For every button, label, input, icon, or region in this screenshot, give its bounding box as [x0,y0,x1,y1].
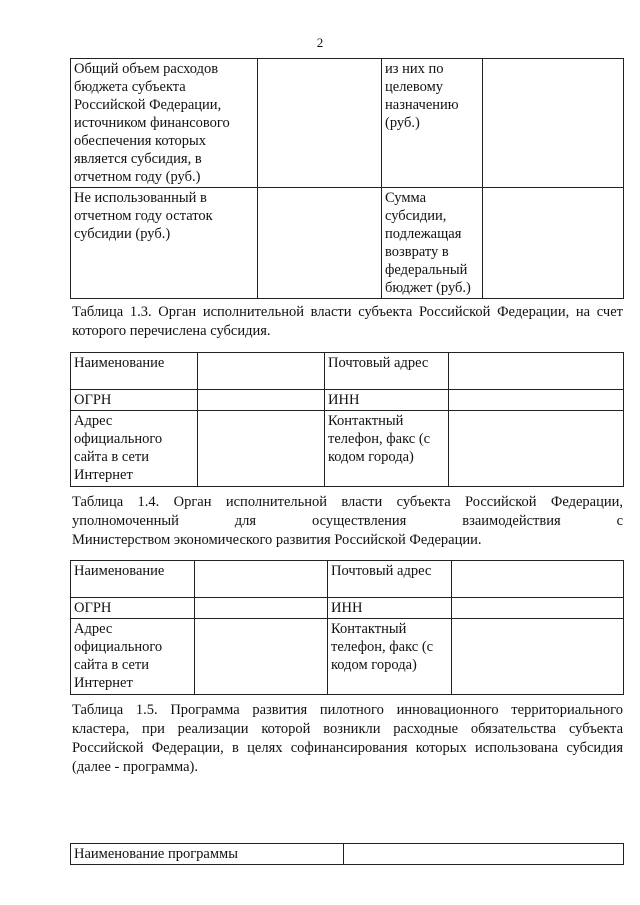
cell-value [195,598,328,619]
cell-value [198,390,325,411]
cell-label: ИНН [325,390,449,411]
cell-value [483,59,624,188]
cell-label: Не использованный в отчетном году остаток субсидии (руб.) [71,188,258,299]
table-1-4 [70,560,624,695]
cell-label: Наименование программы [71,844,344,865]
table-row [71,844,624,865]
table-row [71,188,624,299]
cell-label: Почтовый адрес [325,353,449,390]
cell-label: Адрес официального сайта в сети Интернет [71,411,198,487]
page-number: 2 [316,35,324,50]
cell-value [258,188,382,299]
table-row [71,59,624,188]
cell-label: из них по целевому назначению (руб.) [382,59,483,188]
cell-label: Контактный телефон, факс (с кодом города) [328,619,452,695]
table-1-2 [70,58,624,299]
cell-value [483,188,624,299]
table-row [71,561,624,598]
cell-value [449,411,624,487]
cell-label: ОГРН [71,598,195,619]
cell-label: Почтовый адрес [328,561,452,598]
cell-label: Сумма субсидии, подлежащая возврату в федеральный бюджет (руб.) [382,188,483,299]
cell-label: ОГРН [71,390,198,411]
table-1-3-caption: Таблица 1.3. Орган исполнительной власти субъекта Российской Федерации, на счет которого перечислена субсидия. [72,304,623,339]
cell-value [195,561,328,598]
table-1-5-caption: Таблица 1.5. Программа развития пилотного инновационного территориального кластера, при реализации которой возникли расходные обязательства субъекта Российской Федерации, в целях софинансирования которых использована субсидия (далее - программа). [72,702,623,775]
cell-label: Адрес официального сайта в сети Интернет [71,619,195,695]
table-1-4-caption-line1: Таблица 1.4. Орган исполнительной власти субъекта Российской Федерации, уполномоченный для осуществления взаимодействия с [72,494,623,529]
table-1-3 [70,352,624,487]
cell-value [449,390,624,411]
cell-value [449,353,624,390]
cell-value [198,353,325,390]
cell-value [452,598,624,619]
cell-label: Общий объем расходов бюджета субъекта Российской Федерации, источником финансового обеспечения которых является субсидия, в отчетном году (руб.) [71,59,258,188]
table-1-5 [70,843,624,865]
cell-label: Наименование [71,561,195,598]
cell-value [344,844,624,865]
cell-value [195,619,328,695]
table-1-4-caption-line2: Министерством экономического развития Российской Федерации. [72,532,482,548]
table-row [71,619,624,695]
cell-label: Наименование [71,353,198,390]
table-row [71,598,624,619]
cell-value [452,619,624,695]
table-row [71,390,624,411]
cell-label: Контактный телефон, факс (с кодом города) [325,411,449,487]
cell-value [452,561,624,598]
table-row [71,353,624,390]
cell-value [198,411,325,487]
cell-value [258,59,382,188]
table-row [71,411,624,487]
cell-label: ИНН [328,598,452,619]
